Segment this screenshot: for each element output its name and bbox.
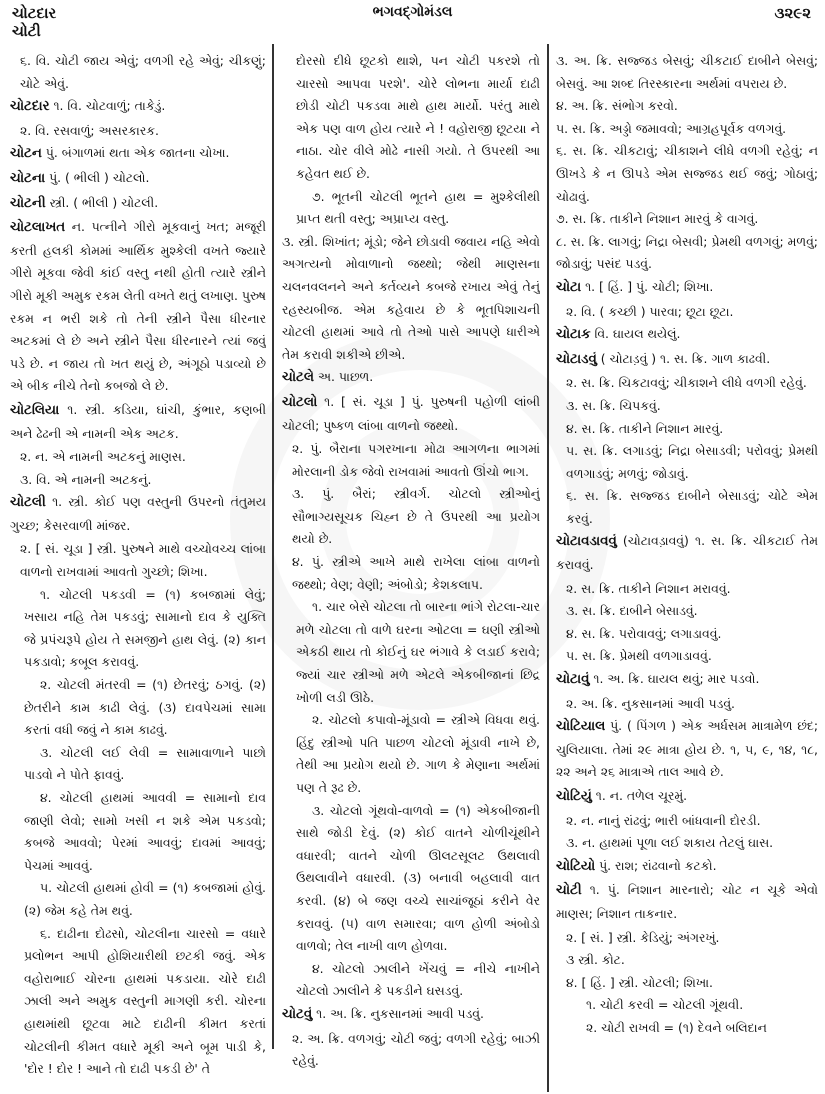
idiom-subentry: ૪. ચોટલો ઝાલીને ખેંચવું = નીચે નાખીને ચોટલો ઝાલીને કે પકડીને ઘસડવું.: [296, 960, 540, 999]
sense-definition: ૨. વિ. ( કચ્છી ) પારવા; છૂટા છૂટા.: [566, 303, 734, 319]
idiom-subentry: ૬. દાઢીના દોઢસો, ચોટલીના ચારસો = વધારે પ્રલોભન આપી હોશિયારીથી છટકી જવું. એક વહોરાભાઈ ચોરના હાથમાં પકડાયા. ચોરે દાઢી ઝાલી અને અમુક વસ્તુની માગણી કરી. ચોરના હાથમાંથી છૂટવા માટે દાઢીની કીમત કરતાં ચોટલીની કીમત વધારે મૂકી અને બૂમ પાડી કે, 'દોર ! દોર ! આને તો દાઢી પકડી છે' તે: [24, 925, 266, 1077]
dictionary-entry: [10, 491, 266, 537]
sense-definition: ૫. સ. ક્રિ. અડ્ડો જમાવવો; આગ્રહપૂર્વક વળગવું.: [556, 120, 787, 136]
definition-text: પું. રાશ; રાંઢવાનો કટકો.: [595, 857, 717, 873]
definition-text: ૧. વિ. ચોટવાળું; તાકેડું.: [49, 98, 166, 114]
sense-definition: ૪. સ. ક્રિ. પરોવાવવું; લગાડાવવું.: [566, 625, 722, 641]
headword: ચોટાવું: [556, 672, 590, 688]
definition-text: પું. ( ભીલી ) ચોટલો.: [45, 169, 150, 185]
guide-word-last: ચોટી: [12, 22, 41, 40]
sense-definition: ૩. સ. ક્રિ. દાબીને બેસાડવું.: [566, 603, 698, 619]
dictionary-entry: [10, 95, 266, 119]
dictionary-entry: [556, 276, 818, 300]
dictionary-entry: [556, 530, 818, 576]
sense-definition: ૨. અ. ક્રિ. નુકસાનમાં આવી પડવું.: [566, 695, 735, 711]
sense-definition: ૩. સ્ત્રી. શિખાંત; મૂંડો; જેને છોડાવી જવાય નહિ એવો અગત્યનો મોવાળાનો જથ્થો; જેથી માણસના ચલનવલનને અને કર્તવ્યને કબજે રખાય એવું તેનું રહસ્યબીજ. એમ કહેવાય છે કે ભૂતપિશાચની ચોટલી હાથમાં આવે તો તેઓ પાસે આપણે ધારીએ તેમ કરાવી શકીએ છીએ.: [282, 233, 540, 362]
headword: ચોટા: [556, 279, 582, 295]
sense-definition: ૬. વિ. ચોટી જાય એવું; વળગી રહે એવું; ચીકણું; ચોટે એવું.: [20, 53, 266, 91]
page-number: ૩૨૯૨: [774, 4, 811, 22]
sense-definition: ૫. સ. ક્રિ. લગાડવું; નિદ્રા બેસાડવી; પરોવવું; પ્રેમથી વળગાડવું; મળવું; જોડાવું.: [566, 443, 818, 481]
idiom-subentry: ૪. ચોટલી હાથમાં આવવી = સામાનો દાવ જાણી લેવો; સામો ખસી ન શકે એમ પકડવો; કબજે આવવો; પેરમાં આવવું; દાવમાં આવવું; પેચમાં આવવું.: [24, 790, 266, 873]
headword: ચોટાવડાવવું: [556, 534, 617, 550]
headword: ચોટની: [10, 195, 46, 211]
definition-text: ૧. પું. નિશાન મારનારો; ચોટ ન ચૂકે એવો માણસ; નિશાન તાકનાર.: [556, 882, 818, 921]
sense-definition: ૪. [ હિં. ] સ્ત્રી. ચોટલી; શિખા.: [566, 974, 713, 990]
idiom-subentry: ૫. ચોટલી હાથમાં હોવી = (૧) કબજામાં હોવું. (૨) જેમ કહે તેમ થવું.: [24, 880, 266, 918]
dictionary-entry: [10, 216, 266, 398]
sense-definition: ૩. અ. ક્રિ. સજ્જડ બેસવું; ચીકટાઈ દાબીને બેસવું; બેસવું. આ શબ્દ તિરસ્કારના અર્થમાં વપરાય છે.: [556, 53, 818, 91]
column-divider-2: [547, 44, 549, 1092]
sense-definition: ૨. સ. ક્રિ. તાકીને નિશાન મરાવવું.: [566, 580, 731, 596]
headword: ચોટિયાલ: [556, 719, 606, 735]
sense-definition: ૪. સ. ક્રિ. તાકીને નિશાન મારવું.: [566, 420, 724, 436]
sense-definition: ૪. અ. ક્રિ. સંભોગ કરવો.: [556, 98, 678, 114]
definition-text: ૧. અ. ક્રિ. નુકસાનમાં આવી પડવું.: [312, 1005, 484, 1021]
sense-definition: ૮. સ. ક્રિ. લાગવું; નિદ્રા બેસવી; પ્રેમથી વળગવું; મળવું; જોડાવું; પસંદ પડવું.: [556, 233, 818, 272]
sense-definition: ૩. સ. ક્રિ. ચિપકવું.: [566, 397, 661, 413]
headword: ચોટાક: [556, 327, 591, 343]
continued-text: દોરસો દીધે છૂટકો થાશે, પન ચોટી પકરશે તો ચારસો આપવા પરશે'. ચોરે લોભના માર્યા દાઢી છોડી ચોટી પકડવા માથે હાથ માર્યો. પરંતુ માથે એક પણ વાળ હોય ત્યારે ને ! વહોરાજી છૂટયા ને નાઠા. ચોર વીલે મોઢે નાસી ગયો. તે ઉપરથી આ કહેવત થઈ છે.: [296, 53, 540, 181]
headword: ચોટિયો: [556, 858, 596, 874]
sense-definition: ૨. પું. બૈરાના પગરખાના મોઢા આગળના ભાગમાં મોરલાની ડોક જેવો રાખવામાં આવતો ઊંચો ભાગ.: [292, 441, 540, 479]
dictionary-entry: [556, 879, 818, 925]
headword: ચોટના: [10, 170, 46, 186]
idiom-subentry: ૩. ચોટલો ગૂંથવો-વાળવો = (૧) એકબીજાની સાથે જોડી દેવું. (૨) કોઈ વાતને ચોળીચૂંથીને વધારવી; વાતને ચોળી ઊલટસૂલટ ઉથલાવી ઉથલાવીને વધારવી. (૩) બનાવી બહલાવી વાત કરવી. (૪) બે જણ વચ્ચે સાચાંજૂઠાં કરીને વેર કરાવવું. (૫) વાળ સમારવા; વાળ હોળી અંબોડો વાળવો; તેલ નાખી વાળ હોળવા.: [296, 802, 540, 954]
definition-text: ( ચોટાડ઼વું ) ૧. સ. ક્રિ. ગાળ કાઢવી.: [596, 350, 771, 366]
dictionary-entry: [556, 668, 818, 692]
dictionary-entry: [556, 348, 818, 372]
definition-text: સ્ત્રી. ( ભીલી ) ચોટલી.: [45, 194, 159, 210]
definition-text: ન. પત્નીને ગીરો મૂકવાનું ખત; મજૂરી કરતી હલકી કોમમાં આર્થિક મુશ્કેલી વખતે જ્યારે ગીરો મૂકવા જેવી કાંઈ વસ્તુ નથી હોતી ત્યારે સ્ત્રીને ગીરો મૂકી અમુક રકમ લેતી વખતે થતું લખાણ. પુરુષ રકમ ન ભરી શકે તો તેની સ્ત્રીને પૈસા ધીરનાર અટકમાં લે છે અને સ્ત્રીને પૈસા ધીરનારને ત્યાં જવું પડે છે. ન જાય તો ખત થયું છે, અંગૂઠો પડાવ્યો છે એ બીક નીચે તેનો કબજો લે છે.: [10, 219, 266, 394]
definition-text: (ચોટાવડ઼ાવવું) ૧. સ. ક્રિ. ચીકટાઈ તેમ કરાવવું.: [556, 533, 818, 573]
headword: ચોટલે: [282, 370, 314, 386]
dictionary-entry: [556, 323, 818, 347]
dictionary-entry: [282, 366, 540, 390]
sense-definition: ૨. [ સં. ] સ્ત્રી. કેડિયું; અંગરખું.: [566, 929, 720, 945]
headword: ચોટી: [556, 883, 582, 899]
dictionary-entry: [10, 192, 266, 216]
book-title: ભગવદ્ગોમંડલ: [372, 4, 453, 20]
sense-definition: ૨. [ સં. ચૂડા ] સ્ત્રી. પુરુષને માથે વચ્ચોવચ્ચ લાંબા વાળનો રાખવામાં આવતો ગુચ્છો; શિખા.: [20, 541, 266, 580]
definition-text: ૧. અ. ક્રિ. ઘાયલ થવું; માર પડવો.: [589, 671, 760, 687]
guide-word-first: ચોટદાર: [12, 4, 57, 22]
headword: ચોટિયું: [556, 789, 592, 804]
dictionary-entry: [10, 167, 266, 191]
sense-definition: ૩. પું. બૈરાં; સ્ત્રીવર્ગ. ચોટલો સ્ત્રીઓનું સૌભાગ્યસૂચક ચિહ્ન છે તે ઉપરથી આ પ્રયોગ થયો છે.: [292, 486, 540, 547]
dictionary-entry: [282, 391, 540, 437]
definition-text: ૧. [ સં. ચૂડા ] પું. પુરુષની પહોળી લાંબી ચોટલી; પુષ્કળ લાંબા વાળનો જથ્થો.: [282, 393, 540, 433]
definition-text: વિ. ઘાયલ થયેલું.: [590, 326, 681, 342]
sense-definition: ૫. સ. ક્રિ. પ્રેમથી વળગાડાવવું.: [566, 648, 712, 664]
idiom-subentry: ૭. ભૂતની ચોટલી ભૂતને હાથ = મુશ્કેલીથી પ્રાપ્ત થતી વસ્તુ; અપ્રાપ્ય વસ્તુ.: [296, 188, 540, 227]
idiom-subentry: ૨. ચોટલો કપાવો-મૂંડાવો = સ્ત્રીએ વિધવા થવું. હિંદુ સ્ત્રીઓ પતિ પાછળ ચોટલો મૂંડાવી નાખે છે, તેથી આ પ્રયોગ થયો છે. ગાળ કે મેણાના અર્થમાં પણ તે રૂઢ છે.: [296, 712, 540, 795]
sense-definition: ૨. સ. ક્રિ. ચિકટાવવું; ચીકાશને લીધે વળગી રહેવું.: [566, 375, 807, 391]
definition-text: અ. પાછળ.: [313, 369, 374, 385]
dictionary-entry: [282, 1003, 540, 1027]
idiom-subentry: ૧. ચાર બેસે ચોટલા તો બારના ભાંગે રોટલા-ચાર મળે ચોટલા તો વાળે ઘરના ઓટલા = ઘણી સ્ત્રીઓ એકઠી થાય તો કોઈનું ઘર ભંગાવે કે લડાઈ કરાવે; જ્યાં ચાર સ્ત્રીઓ મળે એટલે એકબીજાનાં છિદ્ર ખોળી લડી ઊઠે.: [296, 599, 540, 705]
headword: ચોટાડવું: [556, 351, 597, 367]
sense-definition: ૩. ન. હાથમાં પૂળા લઈ શકાય તેટલું ઘાસ.: [566, 835, 774, 851]
definition-text: પું. બંગાળમાં થતા એક જાતના ચોખા.: [41, 145, 230, 161]
headword: ચોટવું: [282, 1006, 313, 1022]
headword: ચોટન: [10, 146, 42, 162]
idiom-subentry: ૨. ચોટી રાખવી = (૧) દેવને બલિદાન: [586, 1019, 767, 1035]
headword: ચોટદાર: [10, 99, 50, 115]
definition-text: ૧. સ્ત્રી. કોઈ પણ વસ્તુની ઉપરનો તંતુમય ગુચ્છ; કેસરવાળી માંજર.: [10, 494, 266, 533]
sense-definition: ૨. વિ. રસવાળું; અસરકારક.: [20, 122, 159, 138]
column-2: [282, 50, 540, 1090]
definition-text: ૧. [ હિં. ] પું. ચોટી; શિખા.: [581, 278, 714, 294]
sense-definition: ૩. વિ. એ નામની અટકનું.: [20, 471, 152, 487]
idiom-subentry: ૨. ચોટલી મંતરવી = (૧) છેતરવું; ઠગવું. (૨) છેતરીને કામ કાઢી લેવું. (૩) દાવપેચમાં સામા કરતાં વધી જવું ને કામ કાઢવું.: [24, 677, 266, 738]
idiom-subentry: ૧. ચોટલી પકડવી = (૧) કબજામાં લેવું; ખસાય નહિ તેમ પકડવું; સામાનો દાવ કે યુક્તિ જે પ્રપંચરૂપે હોય તે સમજીને હાથ લેવું. (૨) કાન પકડાવો; કબૂલ કરાવવું.: [24, 586, 266, 670]
dictionary-entry: [556, 785, 818, 809]
headword: ચોટલાખત: [10, 220, 66, 236]
dictionary-entry: [10, 399, 266, 445]
sense-definition: ૨. ન. નાનું રાંઢવું; ભારી બાંધવાની દોરડી.: [566, 812, 761, 828]
dictionary-entry: [556, 855, 818, 879]
sense-definition: ૨. ન. એ નામની અટકનું માણસ.: [20, 449, 186, 465]
sense-definition: ૪. પું. સ્ત્રીએ આખે માથે રાખેલા લાંબા વાળનો જથ્થો; વેણ; વેણી; અંબોડો; કેશકલાપ.: [292, 554, 540, 592]
sense-definition: ૬. સ. ક્રિ. સજ્જડ દાબીને બેસાડવું; ચોટે એમ કરવું.: [566, 488, 818, 526]
sense-definition: ૭. સ. ક્રિ. તાકીને નિશાન મારવું કે વાગવું.: [556, 211, 759, 227]
column-3: [556, 50, 818, 1090]
dictionary-entry: [10, 142, 266, 166]
sense-definition: ૩ સ્ત્રી. કોટ.: [566, 952, 625, 968]
sense-definition: ૨. અ. ક્રિ. વળગવું; ચોટી જવું; વળગી રહેવું; બાઝી રહેવું.: [292, 1030, 540, 1069]
idiom-subentry: ૧. ચોટી કરવી = ચોટલી ગૂંથવી.: [586, 997, 744, 1013]
definition-text: ૧. સ્ત્રી. કડિયા, ઘાંચી, કુંભાર, કણબી અને ઢેઢની એ નામની એક અટક.: [10, 401, 266, 441]
idiom-subentry: ૩. ચોટલી લઈ લેવી = સામાવાળાને પાછો પાડવો ને પોતે ફાવવું.: [24, 744, 266, 783]
definition-text: ૧. ન. તળેલ ચૂરમું.: [591, 788, 688, 803]
headword: ચોટલી: [10, 495, 46, 511]
headword: ચોટલો: [282, 394, 318, 410]
definition-text: પું. ( પિંગળ ) એક અર્ધસમ માત્રામેળ છંદ; ચુલિયાલા. તેમાં ૨૯ માત્રા હોય છે. ૧, ૫, ૯, ૧૪, ૧૮, ૨૨ અને ૨૬ માત્રાએ તાલ આવે છે.: [556, 718, 818, 780]
dictionary-entry: [556, 715, 818, 784]
sense-definition: ૬. સ. ક્રિ. ચીકટાવું; ચીકાશને લીધે વળગી રહેવું; ન ઊખડે કે ન ઊપડે એમ સજ્જડ થઈ જવું; ગોઠાવું; ચોઢાવું.: [556, 143, 818, 204]
headword: ચોટલિયા: [10, 402, 60, 418]
page-header: [0, 0, 825, 44]
column-divider-1: [272, 44, 274, 1049]
column-1: [10, 50, 266, 1090]
